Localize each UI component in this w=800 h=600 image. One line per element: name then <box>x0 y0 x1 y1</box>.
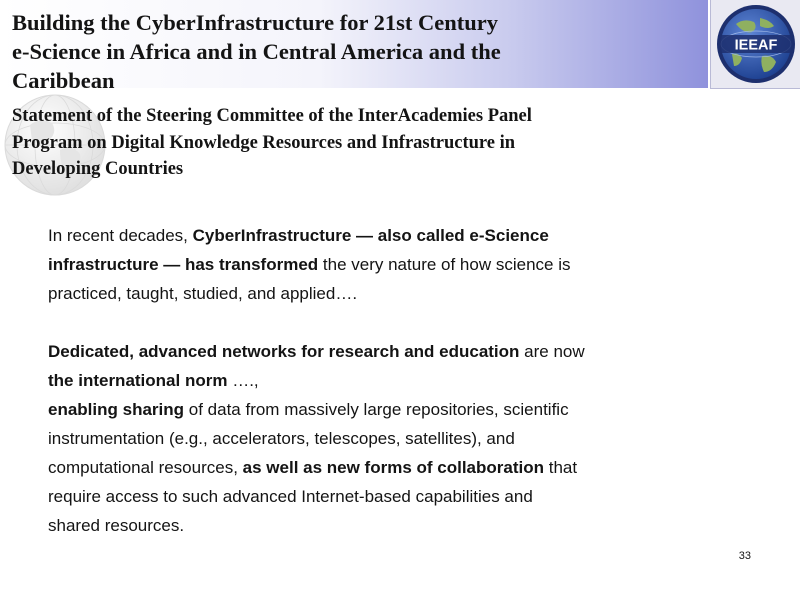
bold-text-run: Dedicated, advanced networks for research and education <box>48 342 520 361</box>
logo-text: IEEAF <box>734 37 778 54</box>
globe-logo-icon <box>714 2 798 86</box>
paragraph-1 <box>48 221 748 308</box>
body-line <box>48 337 748 366</box>
title-line: Building the CyberInfrastructure for 21st Century <box>12 10 499 35</box>
body-line: practiced, taught, studied, and applied…. <box>48 284 358 303</box>
text-run: are now <box>519 342 585 361</box>
bold-text-run: CyberInfrastructure — also called e-Science <box>192 226 549 245</box>
slide-title <box>12 8 702 95</box>
body-line: instrumentation (e.g., accelerators, telescopes, satellites), and <box>48 429 515 448</box>
paragraph-2 <box>48 337 748 540</box>
body-line <box>48 395 748 424</box>
slide-subtitle <box>12 103 702 183</box>
subtitle-line: Statement of the Steering Committee of the InterAcademies Panel <box>12 106 532 126</box>
body-line <box>48 250 748 279</box>
bold-text-run: enabling sharing <box>48 400 185 419</box>
text-run: computational resources, <box>48 458 243 477</box>
text-run: the very nature of how science is <box>318 255 571 274</box>
body-line <box>48 366 748 395</box>
slide-body <box>48 221 748 540</box>
text-run: that <box>544 458 578 477</box>
body-line: require access to such advanced Internet-based capabilities and <box>48 487 533 506</box>
bold-text-run: infrastructure — has transformed <box>48 255 319 274</box>
subtitle-line: Developing Countries <box>12 159 184 179</box>
text-run: In recent decades, <box>48 226 193 245</box>
text-run: of data from massively large repositories, scientific <box>184 400 569 419</box>
title-line: e-Science in Africa and in Central America and the <box>12 39 501 64</box>
subtitle-line: Program on Digital Knowledge Resources and Infrastructure in <box>12 132 516 153</box>
body-line: shared resources. <box>48 516 185 535</box>
body-line <box>48 221 748 250</box>
bold-text-run: as well as new forms of collaboration <box>242 458 545 477</box>
title-line: Caribbean <box>12 68 115 93</box>
text-run: …., <box>227 371 259 390</box>
bold-text-run: the international norm <box>48 371 228 390</box>
paragraph-gap <box>48 308 748 337</box>
page-number: 33 <box>738 550 751 562</box>
body-line <box>48 453 748 482</box>
ieeaf-logo <box>710 0 800 89</box>
